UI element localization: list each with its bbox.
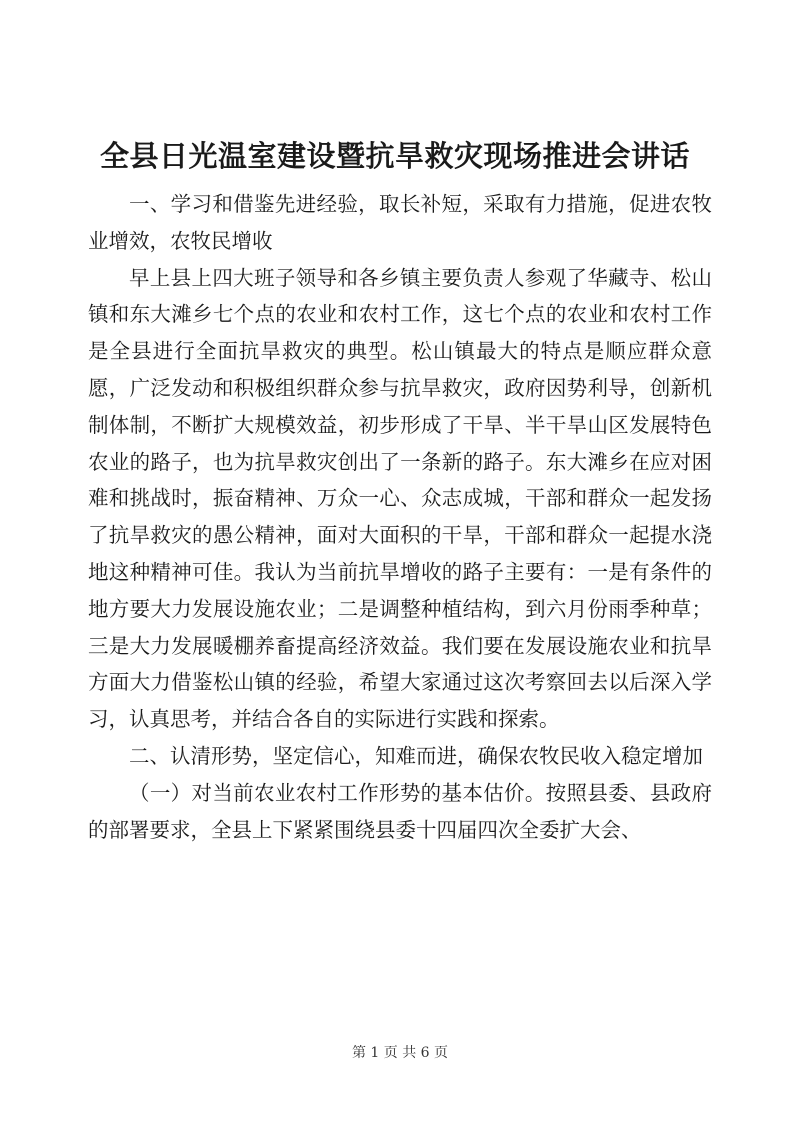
section-heading-2: 二、认清形势，坚定信心，知难而进，确保农牧民收入稳定增加 bbox=[129, 743, 703, 768]
body-paragraph-1: 早上县上四大班子领导和各乡镇主要负责人参观了华藏寺、松山镇和东大滩乡七个点的农业和农村工作，这七个点的农业和农村工作是全县进行全面抗旱救灾的典型。松山镇最大的特点是顺应群众意愿，广泛发动和积极组织群众参与抗旱救灾，政府因势利导，创新机制体制，不断扩大规模效益，初步形成了干旱、半干旱山区发展特色农业的路子，也为抗旱救灾创出了一条新的路子。东大滩乡在应对困难和挑战时，振奋精神、万众一心、众志成城，干部和群众一起发扬了抗旱救灾的愚公精神，面对大面积的干旱，干部和群众一起提水浇地这种精神可佳。我认为当前抗旱增收的路子主要有：一是有条件的地方要大力发展设施农业；二是调整种植结构，到六月份雨季种草；三是大力发展暖棚养畜提高经济效益。我们要在发展设施农业和抗旱方面大力借鉴松山镇的经验，希望大家通过这次考察回去以后深入学习，认真思考，并结合各自的实际进行实践和探索。 bbox=[88, 265, 712, 732]
section-heading-1: 一、学习和借鉴先进经验，取长补短，采取有力措施，促进农牧业增效，农牧民增收 bbox=[88, 192, 712, 253]
document-body bbox=[88, 186, 712, 848]
document-title: 全县日光温室建设暨抗旱救灾现场推进会讲话 bbox=[100, 139, 691, 173]
page-footer: 第 1 页 共 6 页 bbox=[351, 1045, 449, 1061]
body-paragraph-2: （一）对当前农业农村工作形势的基本估价。按照县委、县政府的部署要求，全县上下紧紧围绕县委十四届四次全委扩大会、 bbox=[88, 780, 712, 842]
